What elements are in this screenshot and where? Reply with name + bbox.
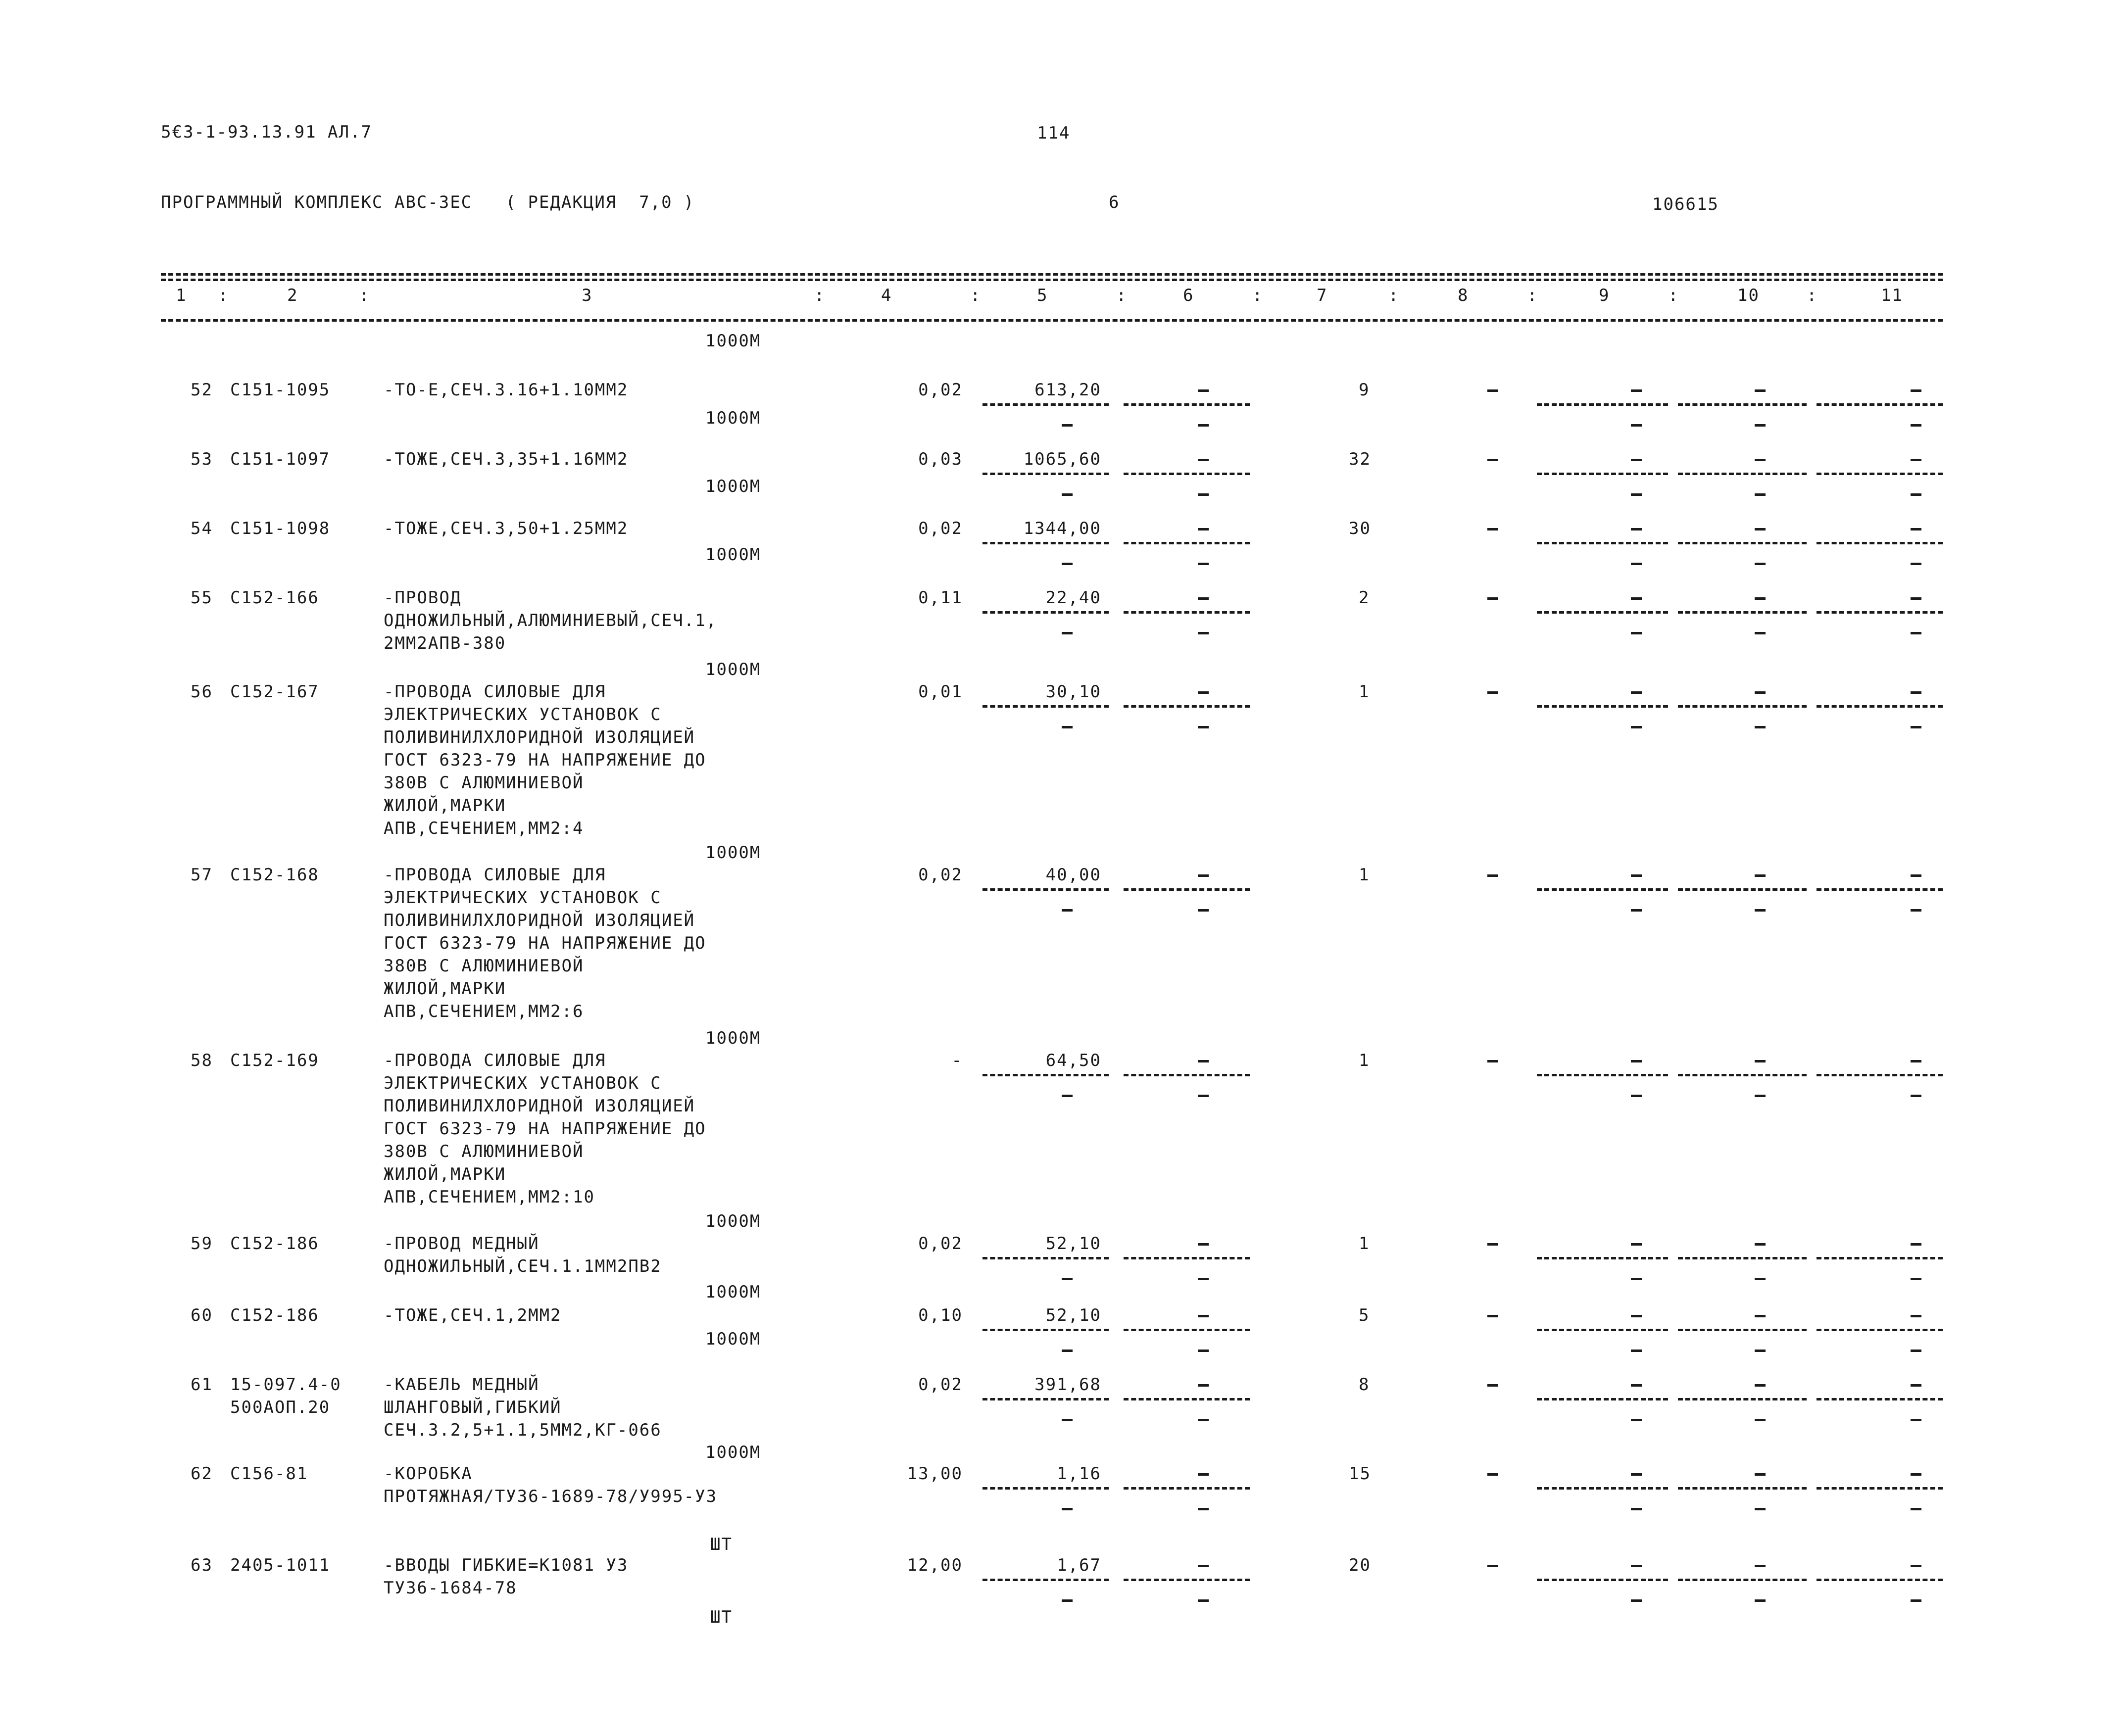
empty-value-dash	[1755, 1473, 1766, 1476]
cell-split-rule	[1678, 542, 1807, 544]
empty-value-dash	[1062, 563, 1073, 565]
empty-value-dash	[1487, 1565, 1498, 1567]
empty-value-dash	[1062, 1350, 1073, 1352]
empty-value-dash	[1911, 1419, 1921, 1421]
empty-value-dash	[1631, 493, 1642, 496]
row-workers: 9	[1359, 380, 1370, 400]
empty-value-dash	[1198, 1508, 1209, 1510]
empty-value-dash	[1198, 1350, 1209, 1352]
empty-value-dash	[1911, 1599, 1921, 1602]
empty-value-dash	[1755, 1243, 1766, 1246]
column-header-9: 9	[1599, 286, 1610, 305]
empty-value-dash	[1198, 1278, 1209, 1280]
empty-value-dash	[1062, 909, 1073, 912]
row-price: 613,20	[1034, 380, 1101, 400]
empty-value-dash	[1755, 1508, 1766, 1510]
empty-value-dash	[1062, 493, 1073, 496]
empty-value-dash	[1755, 726, 1766, 728]
row-number: 59	[191, 1234, 213, 1254]
empty-value-dash	[1487, 1384, 1498, 1387]
row-quantity: 0,02	[918, 380, 963, 400]
empty-value-dash	[1062, 1508, 1073, 1510]
cell-split-rule	[1124, 611, 1250, 614]
empty-value-dash	[1487, 459, 1498, 461]
row-unit: 1000М	[705, 1329, 761, 1349]
row-description: -ТОЖЕ,СЕЧ.3,50+1.25ММ2	[384, 519, 629, 538]
row-number: 54	[191, 519, 213, 538]
empty-value-dash	[1487, 691, 1498, 694]
empty-value-dash	[1755, 563, 1766, 565]
cell-split-rule	[1124, 1329, 1250, 1331]
column-header-1: 1	[176, 286, 187, 305]
cell-split-rule	[1537, 1579, 1668, 1581]
empty-value-dash	[1198, 1565, 1209, 1567]
empty-value-dash	[1062, 726, 1073, 728]
empty-value-dash	[1911, 1315, 1921, 1317]
row-workers: 1	[1359, 865, 1370, 885]
empty-value-dash	[1911, 493, 1921, 496]
empty-value-dash	[1755, 909, 1766, 912]
empty-value-dash	[1755, 597, 1766, 600]
cell-split-rule	[1678, 473, 1807, 475]
empty-value-dash	[1755, 389, 1766, 392]
row-number: 63	[191, 1555, 213, 1575]
cell-split-rule	[1678, 1329, 1807, 1331]
row-number: 56	[191, 682, 213, 702]
row-quantity: -	[951, 1051, 963, 1070]
empty-value-dash	[1911, 424, 1921, 427]
column-header-11: 11	[1881, 286, 1903, 305]
row-number: 60	[191, 1305, 213, 1325]
row-quantity: 12,00	[907, 1555, 963, 1575]
cell-split-rule	[1124, 1579, 1250, 1581]
cell-split-rule	[1537, 705, 1668, 708]
cell-split-rule	[1817, 542, 1943, 544]
row-description: -ВВОДЫ ГИБКИЕ=К1081 У3 ТУ36-1684-78	[384, 1555, 629, 1598]
table-top-rule	[161, 273, 1943, 276]
row-price: 1,67	[1057, 1555, 1101, 1575]
cell-split-rule	[982, 1398, 1109, 1400]
cell-split-rule	[1537, 1398, 1668, 1400]
empty-value-dash	[1631, 424, 1642, 427]
empty-value-dash	[1062, 1278, 1073, 1280]
cell-split-rule	[1678, 888, 1807, 891]
row-workers: 15	[1349, 1464, 1371, 1484]
lead-unit: 1000М	[705, 331, 761, 351]
empty-value-dash	[1631, 1243, 1642, 1246]
cell-split-rule	[982, 473, 1109, 475]
empty-value-dash	[1198, 563, 1209, 565]
empty-value-dash	[1911, 1278, 1921, 1280]
column-separator: :	[1807, 286, 1818, 305]
row-unit: 1000М	[705, 477, 761, 496]
empty-value-dash	[1911, 459, 1921, 461]
row-number: 62	[191, 1464, 213, 1484]
empty-value-dash	[1198, 1095, 1209, 1097]
cell-split-rule	[1124, 1398, 1250, 1400]
row-workers: 2	[1359, 588, 1370, 608]
empty-value-dash	[1062, 632, 1073, 634]
row-description: -ПРОВОДА СИЛОВЫЕ ДЛЯ ЭЛЕКТРИЧЕСКИХ УСТАНОВОК С ПОЛИВИНИЛХЛОРИДНОЙ ИЗОЛЯЦИЕЙ ГОСТ 6323-79 НА НАПРЯЖЕНИЕ ДО 380В С АЛЮМИНИЕВОЙ ЖИЛОЙ,МАРКИ АПВ,СЕЧЕНИЕМ,ММ2:10	[384, 1051, 706, 1207]
empty-value-dash	[1631, 563, 1642, 565]
empty-value-dash	[1631, 1278, 1642, 1280]
cell-split-rule	[1537, 403, 1668, 406]
empty-value-dash	[1911, 726, 1921, 728]
row-quantity: 0,02	[918, 519, 963, 538]
empty-value-dash	[1198, 874, 1209, 877]
row-workers: 5	[1359, 1305, 1370, 1325]
empty-value-dash	[1911, 563, 1921, 565]
cell-split-rule	[1678, 403, 1807, 406]
cell-split-rule	[982, 705, 1109, 708]
column-header-10: 10	[1737, 286, 1760, 305]
row-price: 1344,00	[1023, 519, 1101, 538]
cell-split-rule	[982, 888, 1109, 891]
empty-value-dash	[1631, 597, 1642, 600]
cell-split-rule	[982, 1579, 1109, 1581]
empty-value-dash	[1198, 726, 1209, 728]
empty-value-dash	[1631, 1095, 1642, 1097]
row-price: 391,68	[1034, 1375, 1101, 1395]
empty-value-dash	[1198, 528, 1209, 530]
row-unit: ШТ	[710, 1607, 733, 1627]
cell-split-rule	[1817, 473, 1943, 475]
row-unit: 1000М	[705, 660, 761, 679]
row-price: 52,10	[1045, 1305, 1101, 1325]
column-separator: :	[1116, 286, 1128, 305]
empty-value-dash	[1198, 1473, 1209, 1476]
empty-value-dash	[1487, 528, 1498, 530]
empty-value-dash	[1631, 1508, 1642, 1510]
empty-value-dash	[1487, 1473, 1498, 1476]
column-separator: :	[1252, 286, 1264, 305]
empty-value-dash	[1487, 1243, 1498, 1246]
empty-value-dash	[1911, 528, 1921, 530]
cell-split-rule	[982, 611, 1109, 614]
empty-value-dash	[1755, 1095, 1766, 1097]
empty-value-dash	[1631, 459, 1642, 461]
cell-split-rule	[1124, 542, 1250, 544]
row-description: -ТОЖЕ,СЕЧ.1,2ММ2	[384, 1305, 562, 1325]
row-price: 22,40	[1045, 588, 1101, 608]
row-quantity: 0,11	[918, 588, 963, 608]
column-separator: :	[218, 286, 229, 305]
row-quantity: 0,01	[918, 682, 963, 702]
empty-value-dash	[1755, 1350, 1766, 1352]
empty-value-dash	[1487, 874, 1498, 877]
empty-value-dash	[1755, 874, 1766, 877]
empty-value-dash	[1911, 1060, 1921, 1062]
column-header-6: 6	[1183, 286, 1194, 305]
column-separator: :	[1668, 286, 1679, 305]
empty-value-dash	[1198, 691, 1209, 694]
row-unit: 1000М	[705, 545, 761, 565]
row-number: 57	[191, 865, 213, 885]
row-workers: 20	[1349, 1555, 1371, 1575]
column-separator: :	[970, 286, 982, 305]
row-unit: ШТ	[710, 1535, 733, 1554]
cell-split-rule	[1537, 542, 1668, 544]
row-number: 58	[191, 1051, 213, 1070]
row-quantity: 0,10	[918, 1305, 963, 1325]
empty-value-dash	[1062, 1095, 1073, 1097]
empty-value-dash	[1631, 1473, 1642, 1476]
row-unit: 1000М	[705, 1443, 761, 1462]
row-quantity: 0,03	[918, 449, 963, 469]
row-description: -КАБЕЛЬ МЕДНЫЙ ШЛАНГОВЫЙ,ГИБКИЙ СЕЧ.3.2,5+1.1,5ММ2,КГ-066	[384, 1375, 662, 1440]
empty-value-dash	[1755, 424, 1766, 427]
cell-split-rule	[1537, 611, 1668, 614]
empty-value-dash	[1198, 597, 1209, 600]
empty-value-dash	[1755, 1419, 1766, 1421]
column-separator: :	[359, 286, 370, 305]
row-code: С151-1098	[230, 519, 331, 538]
empty-value-dash	[1911, 874, 1921, 877]
cell-split-rule	[1537, 1257, 1668, 1259]
row-unit: 1000М	[705, 843, 761, 863]
empty-value-dash	[1631, 874, 1642, 877]
program-title: ПРОГРАММНЫЙ КОМПЛЕКС АВС-3ЕС ( РЕДАКЦИЯ 7,0 )	[161, 193, 695, 212]
cell-split-rule	[1124, 1074, 1250, 1076]
empty-value-dash	[1487, 389, 1498, 392]
empty-value-dash	[1198, 632, 1209, 634]
empty-value-dash	[1062, 1599, 1073, 1602]
cell-split-rule	[1124, 473, 1250, 475]
row-description: -ПРОВОДА СИЛОВЫЕ ДЛЯ ЭЛЕКТРИЧЕСКИХ УСТАНОВОК С ПОЛИВИНИЛХЛОРИДНОЙ ИЗОЛЯЦИЕЙ ГОСТ 6323-79 НА НАПРЯЖЕНИЕ ДО 380В С АЛЮМИНИЕВОЙ ЖИЛОЙ,МАРКИ АПВ,СЕЧЕНИЕМ,ММ2:4	[384, 682, 706, 838]
cell-split-rule	[982, 1074, 1109, 1076]
column-separator: :	[1527, 286, 1538, 305]
empty-value-dash	[1755, 1565, 1766, 1567]
cell-split-rule	[1537, 1329, 1668, 1331]
empty-value-dash	[1911, 691, 1921, 694]
empty-value-dash	[1755, 1384, 1766, 1387]
empty-value-dash	[1911, 389, 1921, 392]
empty-value-dash	[1487, 1315, 1498, 1317]
empty-value-dash	[1755, 632, 1766, 634]
row-description: -ТО-Е,СЕЧ.3.16+1.10ММ2	[384, 380, 629, 400]
row-code: 15-097.4-0 500АОП.20	[230, 1375, 342, 1417]
empty-value-dash	[1755, 1599, 1766, 1602]
cell-split-rule	[1678, 1487, 1807, 1490]
empty-value-dash	[1755, 1060, 1766, 1062]
empty-value-dash	[1631, 1384, 1642, 1387]
column-header-3: 3	[582, 286, 593, 305]
empty-value-dash	[1755, 459, 1766, 461]
empty-value-dash	[1911, 597, 1921, 600]
cell-split-rule	[1678, 611, 1807, 614]
row-unit: 1000М	[705, 1028, 761, 1048]
empty-value-dash	[1631, 1060, 1642, 1062]
empty-value-dash	[1631, 528, 1642, 530]
cell-split-rule	[1678, 1398, 1807, 1400]
cell-split-rule	[1817, 705, 1943, 708]
empty-value-dash	[1755, 528, 1766, 530]
empty-value-dash	[1911, 1243, 1921, 1246]
column-separator: :	[814, 286, 826, 305]
empty-value-dash	[1198, 459, 1209, 461]
empty-value-dash	[1062, 424, 1073, 427]
sheet-number: 6	[1109, 193, 1120, 212]
table-header-rule	[161, 319, 1943, 322]
empty-value-dash	[1755, 493, 1766, 496]
empty-value-dash	[1755, 691, 1766, 694]
empty-value-dash	[1198, 909, 1209, 912]
row-code: 2405-1011	[230, 1555, 331, 1575]
row-workers: 1	[1359, 682, 1370, 702]
cell-split-rule	[1678, 705, 1807, 708]
row-workers: 1	[1359, 1234, 1370, 1254]
cell-split-rule	[1817, 1487, 1943, 1490]
row-number: 55	[191, 588, 213, 608]
row-code: С152-186	[230, 1305, 319, 1325]
row-number: 52	[191, 380, 213, 400]
empty-value-dash	[1911, 1565, 1921, 1567]
cell-split-rule	[1817, 403, 1943, 406]
row-workers: 32	[1349, 449, 1371, 469]
empty-value-dash	[1631, 632, 1642, 634]
cell-split-rule	[1817, 1329, 1943, 1331]
row-unit: 1000М	[705, 1211, 761, 1231]
row-code: С152-167	[230, 682, 319, 702]
row-code: С156-81	[230, 1464, 308, 1484]
empty-value-dash	[1631, 1419, 1642, 1421]
empty-value-dash	[1755, 1278, 1766, 1280]
cell-split-rule	[1678, 1579, 1807, 1581]
row-unit: 1000М	[705, 408, 761, 428]
empty-value-dash	[1198, 1599, 1209, 1602]
empty-value-dash	[1911, 909, 1921, 912]
cell-split-rule	[1124, 403, 1250, 406]
empty-value-dash	[1198, 1315, 1209, 1317]
row-workers: 8	[1359, 1375, 1370, 1395]
column-header-2: 2	[287, 286, 298, 305]
column-header-5: 5	[1037, 286, 1048, 305]
cell-split-rule	[1537, 473, 1668, 475]
empty-value-dash	[1911, 632, 1921, 634]
document-code: 106615	[1652, 194, 1719, 214]
row-price: 64,50	[1045, 1051, 1101, 1070]
empty-value-dash	[1631, 389, 1642, 392]
cell-split-rule	[1817, 611, 1943, 614]
table-top-rule-2	[161, 279, 1943, 281]
empty-value-dash	[1631, 726, 1642, 728]
empty-value-dash	[1062, 1419, 1073, 1421]
row-quantity: 13,00	[907, 1464, 963, 1484]
empty-value-dash	[1198, 424, 1209, 427]
cell-split-rule	[1678, 1074, 1807, 1076]
row-quantity: 0,02	[918, 865, 963, 885]
cell-split-rule	[982, 1487, 1109, 1490]
empty-value-dash	[1755, 1315, 1766, 1317]
cell-split-rule	[1817, 1579, 1943, 1581]
empty-value-dash	[1911, 1350, 1921, 1352]
empty-value-dash	[1631, 1599, 1642, 1602]
empty-value-dash	[1911, 1508, 1921, 1510]
cell-split-rule	[1817, 888, 1943, 891]
row-code: С152-169	[230, 1051, 319, 1070]
cell-split-rule	[1817, 1074, 1943, 1076]
empty-value-dash	[1198, 1384, 1209, 1387]
page-number: 114	[1037, 123, 1071, 143]
row-number: 53	[191, 449, 213, 469]
row-quantity: 0,02	[918, 1375, 963, 1395]
row-workers: 30	[1349, 519, 1371, 538]
cell-split-rule	[982, 403, 1109, 406]
cell-split-rule	[1678, 1257, 1807, 1259]
empty-value-dash	[1911, 1384, 1921, 1387]
empty-value-dash	[1631, 1565, 1642, 1567]
row-price: 52,10	[1045, 1234, 1101, 1254]
empty-value-dash	[1911, 1095, 1921, 1097]
column-header-4: 4	[881, 286, 892, 305]
row-description: -ПРОВОД МЕДНЫЙ ОДНОЖИЛЬНЫЙ,СЕЧ.1.1ММ2ПВ2	[384, 1234, 662, 1276]
cell-split-rule	[982, 1329, 1109, 1331]
column-header-8: 8	[1458, 286, 1469, 305]
row-code: С151-1097	[230, 449, 331, 469]
cell-split-rule	[1817, 1257, 1943, 1259]
empty-value-dash	[1487, 597, 1498, 600]
row-workers: 1	[1359, 1051, 1370, 1070]
row-price: 1065,60	[1023, 449, 1101, 469]
cell-split-rule	[982, 542, 1109, 544]
empty-value-dash	[1631, 1315, 1642, 1317]
empty-value-dash	[1631, 909, 1642, 912]
cell-split-rule	[1124, 888, 1250, 891]
cell-split-rule	[1537, 1074, 1668, 1076]
row-price: 1,16	[1057, 1464, 1101, 1484]
empty-value-dash	[1631, 1350, 1642, 1352]
row-code: С152-186	[230, 1234, 319, 1254]
cell-split-rule	[1124, 705, 1250, 708]
empty-value-dash	[1198, 1419, 1209, 1421]
empty-value-dash	[1198, 389, 1209, 392]
row-description: -ПРОВОДА СИЛОВЫЕ ДЛЯ ЭЛЕКТРИЧЕСКИХ УСТАНОВОК С ПОЛИВИНИЛХЛОРИДНОЙ ИЗОЛЯЦИЕЙ ГОСТ 6323-79 НА НАПРЯЖЕНИЕ ДО 380В С АЛЮМИНИЕВОЙ ЖИЛОЙ,МАРКИ АПВ,СЕЧЕНИЕМ,ММ2:6	[384, 865, 706, 1021]
cell-split-rule	[982, 1257, 1109, 1259]
column-separator: :	[1388, 286, 1400, 305]
cell-split-rule	[1537, 888, 1668, 891]
empty-value-dash	[1198, 1243, 1209, 1246]
row-code: С152-168	[230, 865, 319, 885]
row-description: -ПРОВОД ОДНОЖИЛЬНЫЙ,АЛЮМИНИЕВЫЙ,СЕЧ.1, 2ММ2АПВ-380	[384, 588, 718, 653]
cell-split-rule	[1124, 1257, 1250, 1259]
row-code: С152-166	[230, 588, 319, 608]
row-number: 61	[191, 1375, 213, 1395]
cell-split-rule	[1537, 1487, 1668, 1490]
empty-value-dash	[1487, 1060, 1498, 1062]
row-unit: 1000М	[705, 1282, 761, 1302]
cell-split-rule	[1817, 1398, 1943, 1400]
row-quantity: 0,02	[918, 1234, 963, 1254]
row-price: 40,00	[1045, 865, 1101, 885]
row-price: 30,10	[1045, 682, 1101, 702]
empty-value-dash	[1911, 1473, 1921, 1476]
empty-value-dash	[1631, 691, 1642, 694]
row-code: С151-1095	[230, 380, 331, 400]
empty-value-dash	[1198, 493, 1209, 496]
column-header-7: 7	[1317, 286, 1328, 305]
row-description: -ТОЖЕ,СЕЧ.3,35+1.16ММ2	[384, 449, 629, 469]
row-description: -КОРОБКА ПРОТЯЖНАЯ/ТУ36-1689-78/У995-У3	[384, 1464, 718, 1506]
document-reference: 5€3-1-93.13.91 АЛ.7	[161, 122, 372, 142]
cell-split-rule	[1124, 1487, 1250, 1490]
empty-value-dash	[1198, 1060, 1209, 1062]
